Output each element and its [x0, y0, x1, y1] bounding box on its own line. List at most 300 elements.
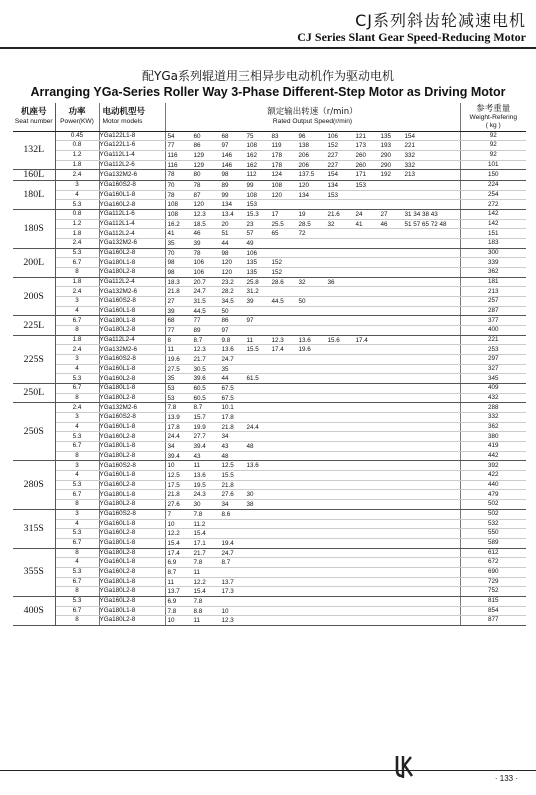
speed-value: 65	[271, 230, 279, 238]
weight-cell: 419	[460, 442, 526, 452]
weight-cell: 672	[460, 558, 526, 568]
speed-cell	[165, 596, 460, 606]
speed-value: 112	[246, 171, 257, 179]
table-row	[13, 538, 526, 548]
power-cell: 3	[55, 297, 99, 307]
speed-cell	[165, 316, 460, 326]
speed-value: 98	[167, 269, 175, 277]
motor-model-cell: YGa180L2-8	[99, 451, 165, 461]
motor-model-cell: YGa160S2-8	[99, 355, 165, 365]
weight-cell: 332	[460, 413, 526, 423]
speed-value: 46	[380, 220, 388, 228]
table-row	[13, 548, 526, 558]
power-cell: 1.8	[55, 335, 99, 345]
speed-value: 24.4	[167, 433, 180, 441]
table-row	[13, 480, 526, 490]
motor-model-cell: YGa132M2-6	[99, 345, 165, 355]
speed-value: 19.4	[221, 539, 234, 547]
power-cell: 1.8	[55, 160, 99, 170]
speed-cell	[165, 277, 460, 287]
speed-value: 15.5	[221, 472, 234, 480]
speed-value: 17.4	[167, 549, 180, 557]
motor-model-cell: YGa160L2-8	[99, 596, 165, 606]
speed-value: 13.7	[167, 588, 180, 596]
speed-value: 39.4	[167, 452, 180, 460]
speed-value: 31.2	[246, 288, 259, 296]
speed-value: 10	[167, 617, 175, 625]
speed-value: 11	[167, 346, 175, 354]
speed-value: 11.2	[193, 520, 206, 528]
weight-cell: 392	[460, 461, 526, 471]
table-row	[13, 587, 526, 597]
speed-cell	[165, 131, 460, 141]
table-row	[13, 471, 526, 481]
speed-value: 17.4	[271, 346, 284, 354]
speed-cell	[165, 558, 460, 568]
table-row	[13, 364, 526, 374]
motor-model-cell: YGa112L2-4	[99, 277, 165, 287]
weight-cell: 432	[460, 393, 526, 403]
table-row	[13, 131, 526, 141]
table-row	[13, 150, 526, 160]
weight-cell: 213	[460, 287, 526, 297]
speed-cell	[165, 413, 460, 423]
seat-number: 225S	[13, 335, 55, 383]
speed-value: 124	[271, 171, 283, 179]
speed-value: 7.8	[167, 404, 177, 412]
speed-value: 23.2	[221, 278, 234, 286]
weight-cell: 422	[460, 471, 526, 481]
weight-cell: 92	[460, 141, 526, 151]
speed-value: 21.8	[167, 288, 180, 296]
motor-model-cell: YGa180L1-8	[99, 316, 165, 326]
speed-value: 13.4	[221, 211, 234, 218]
motor-model-cell: YGa112L1-4	[99, 219, 165, 229]
speed-value: 8.7	[193, 404, 203, 412]
speed-value: 152	[327, 142, 339, 150]
speed-value: 77	[167, 327, 175, 335]
power-cell: 5.3	[55, 248, 99, 258]
spec-table	[13, 103, 526, 626]
motor-model-cell: YGa160L2-8	[99, 480, 165, 490]
power-cell: 4	[55, 471, 99, 481]
table-row	[13, 306, 526, 316]
weight-cell: 815	[460, 596, 526, 606]
motor-model-cell: YGa180L2-8	[99, 548, 165, 558]
col-model-en: Motor models	[102, 118, 143, 126]
weight-cell: 254	[460, 190, 526, 200]
power-cell: 4	[55, 519, 99, 529]
table-row	[13, 384, 526, 394]
power-cell: 4	[55, 190, 99, 200]
speed-value: 11	[193, 617, 201, 625]
speed-value: 86	[221, 317, 229, 325]
power-cell: 1.2	[55, 150, 99, 160]
speed-cell	[165, 141, 460, 151]
speed-value: 12.3	[221, 617, 234, 625]
speed-value: 206	[298, 151, 310, 159]
speed-value: 50	[221, 307, 229, 315]
motor-model-cell: YGa160L2-8	[99, 567, 165, 577]
speed-value: 19.5	[193, 481, 206, 489]
speed-value: 108	[246, 142, 258, 150]
weight-cell: 377	[460, 316, 526, 326]
speed-value: 154	[404, 132, 416, 140]
header-title-en: CJ Series Slant Gear Speed-Reducing Motor	[297, 30, 526, 44]
table-row	[13, 500, 526, 510]
speed-value: 49	[246, 240, 254, 248]
seat-number: 250L	[13, 384, 55, 403]
speed-value: 13.7	[221, 578, 234, 586]
speed-value: 36	[327, 278, 335, 286]
speed-value: 15.6	[327, 336, 340, 344]
motor-model-cell: YGa180L2-8	[99, 616, 165, 626]
motor-model-cell: YGa160L1-8	[99, 558, 165, 568]
speed-value: 16.2	[167, 220, 180, 228]
speed-value: 15.7	[193, 414, 206, 422]
speed-cell	[165, 190, 460, 200]
table-row	[13, 432, 526, 442]
speed-value: 106	[193, 269, 205, 277]
speed-cell	[165, 548, 460, 558]
motor-model-cell: YGa132M2-6	[99, 403, 165, 413]
speed-value: 13.6	[193, 472, 206, 480]
speed-cell	[165, 335, 460, 345]
power-cell: 2.4	[55, 170, 99, 181]
speed-value: 12.5	[167, 472, 180, 480]
speed-value: 135	[246, 259, 258, 267]
table-row	[13, 596, 526, 606]
weight-cell: 502	[460, 500, 526, 510]
power-cell: 6.7	[55, 384, 99, 394]
speed-value: 121	[355, 132, 367, 140]
speed-value: 61.5	[246, 375, 259, 383]
speed-value: 39	[167, 307, 175, 315]
speed-value: 162	[246, 161, 258, 169]
weight-cell: 92	[460, 131, 526, 141]
speed-value: 44.5	[193, 307, 206, 315]
motor-model-cell: YGa160L2-8	[99, 529, 165, 539]
speed-cell	[165, 239, 460, 249]
speed-value: 27.6	[221, 491, 234, 499]
speed-cell	[165, 529, 460, 539]
weight-cell: 729	[460, 577, 526, 587]
power-cell: 5.3	[55, 480, 99, 490]
speed-value: 12.3	[271, 336, 284, 344]
motor-model-cell: YGa180L2-8	[99, 393, 165, 403]
power-cell: 6.7	[55, 490, 99, 500]
speed-value: 12.2	[167, 530, 180, 538]
speed-cell	[165, 364, 460, 374]
page-header	[0, 0, 536, 52]
speed-value: 17.5	[167, 481, 180, 489]
speed-value: 54	[167, 132, 175, 140]
speed-value: 8.7	[221, 559, 231, 567]
power-cell: 1.8	[55, 229, 99, 239]
col-speed	[165, 103, 460, 131]
col-speed-en: Rated Output Speed(r/min)	[272, 118, 353, 126]
speed-value: 138	[298, 142, 310, 150]
speed-value: 39	[246, 298, 254, 306]
motor-model-cell: YGa122L1-6	[99, 141, 165, 151]
weight-cell: 479	[460, 490, 526, 500]
weight-cell: 502	[460, 509, 526, 519]
weight-cell: 690	[460, 567, 526, 577]
weight-cell: 589	[460, 538, 526, 548]
speed-cell	[165, 297, 460, 307]
speed-cell	[165, 287, 460, 297]
speed-value: 7.8	[193, 559, 203, 567]
speed-cell	[165, 355, 460, 365]
power-cell: 4	[55, 306, 99, 316]
speed-cell	[165, 509, 460, 519]
seat-number: 200L	[13, 248, 55, 277]
col-speed-cn: 额定输出转速（r/min）	[267, 107, 358, 118]
speed-value: 24.3	[193, 491, 206, 499]
speed-value: 11	[193, 462, 201, 470]
speed-value: 35	[167, 375, 175, 383]
motor-model-cell: YGa160L1-8	[99, 306, 165, 316]
table-row	[13, 490, 526, 500]
speed-cell	[165, 219, 460, 229]
speed-value: 34	[167, 443, 175, 451]
speed-value: 46	[193, 230, 201, 238]
col-model-cn: 电动机型号	[102, 107, 146, 118]
motor-model-cell: YGa132M2-6	[99, 287, 165, 297]
speed-value: 12.3	[193, 211, 206, 218]
speed-value: 134	[327, 181, 339, 189]
speed-value: 77	[167, 142, 175, 150]
table-row	[13, 616, 526, 626]
speed-cell	[165, 345, 460, 355]
weight-cell: 752	[460, 587, 526, 597]
power-cell: 8	[55, 587, 99, 597]
motor-model-cell: YGa160L1-8	[99, 422, 165, 432]
speed-value: 227	[327, 151, 339, 159]
table-row	[13, 170, 526, 181]
table-row	[13, 277, 526, 287]
speed-value: 7.8	[167, 607, 177, 615]
power-cell: 2.4	[55, 287, 99, 297]
speed-value: 8	[167, 336, 172, 344]
motor-model-cell: YGa132M2-6	[99, 170, 165, 181]
speed-value: 13.6	[221, 346, 234, 354]
motor-model-cell: YGa160L1-8	[99, 190, 165, 200]
speed-value: 97	[221, 142, 229, 150]
table-row	[13, 229, 526, 239]
weight-cell: 380	[460, 432, 526, 442]
speed-value: 51 57 65 72 48	[404, 220, 447, 228]
speed-value: 24	[355, 211, 363, 218]
motor-model-cell: YGa180L2-8	[99, 500, 165, 510]
speed-value: 12.5	[221, 462, 234, 470]
power-cell: 0.8	[55, 210, 99, 220]
weight-cell: 181	[460, 277, 526, 287]
weight-cell: 142	[460, 219, 526, 229]
speed-cell	[165, 451, 460, 461]
seat-number: 200S	[13, 277, 55, 316]
power-cell: 4	[55, 558, 99, 568]
speed-value: 99	[221, 191, 229, 199]
speed-cell	[165, 180, 460, 190]
speed-value: 31 34 38 43	[404, 211, 438, 218]
motor-model-cell: YGa112L2-6	[99, 160, 165, 170]
speed-value: 106	[193, 259, 205, 267]
speed-cell	[165, 160, 460, 170]
speed-cell	[165, 200, 460, 210]
speed-value: 48	[246, 443, 254, 451]
speed-value: 10	[167, 462, 175, 470]
speed-cell	[165, 306, 460, 316]
speed-cell	[165, 374, 460, 384]
power-cell: 4	[55, 364, 99, 374]
table-row	[13, 287, 526, 297]
speed-value: 23	[246, 220, 254, 228]
speed-value: 78	[167, 171, 175, 179]
speed-value: 7.8	[193, 597, 203, 605]
seat-number: 250S	[13, 403, 55, 461]
speed-value: 75	[246, 132, 254, 140]
speed-cell	[165, 616, 460, 626]
speed-value: 21.8	[221, 481, 234, 489]
speed-value: 67.5	[221, 394, 234, 402]
table-row	[13, 180, 526, 190]
weight-cell: 442	[460, 451, 526, 461]
weight-cell: 257	[460, 297, 526, 307]
power-cell: 3	[55, 355, 99, 365]
weight-cell: 362	[460, 422, 526, 432]
speed-value: 25.8	[246, 278, 259, 286]
table-row	[13, 519, 526, 529]
motor-model-cell: YGa132M2-6	[99, 239, 165, 249]
speed-value: 129	[193, 161, 205, 169]
speed-value: 8.8	[193, 607, 203, 615]
speed-value: 89	[193, 327, 201, 335]
speed-value: 15.4	[167, 539, 180, 547]
weight-cell: 288	[460, 403, 526, 413]
speed-cell	[165, 393, 460, 403]
section-title-en: Arranging YGa-Series Roller Way 3-Phase Different-Step Motor as Driving Motor	[30, 85, 506, 99]
motor-model-cell: YGa160L1-8	[99, 364, 165, 374]
weight-cell: 339	[460, 258, 526, 268]
motor-model-cell: YGa160L2-8	[99, 374, 165, 384]
table-row	[13, 219, 526, 229]
speed-value: 116	[167, 161, 178, 169]
speed-value: 34.5	[221, 298, 234, 306]
speed-cell	[165, 471, 460, 481]
speed-cell	[165, 606, 460, 616]
power-cell: 0.45	[55, 131, 99, 141]
speed-value: 98	[221, 249, 229, 257]
speed-value: 83	[271, 132, 279, 140]
power-cell: 3	[55, 461, 99, 471]
speed-value: 68	[167, 317, 175, 325]
speed-value: 135	[380, 132, 392, 140]
col-seat	[13, 103, 55, 131]
speed-cell	[165, 258, 460, 268]
table-row	[13, 577, 526, 587]
weight-cell: 221	[460, 335, 526, 345]
speed-value: 60	[193, 132, 201, 140]
weight-cell: 92	[460, 150, 526, 160]
speed-value: 28.2	[221, 288, 234, 296]
header-title-cn: CJ系列斜齿轮减速电机	[355, 11, 526, 30]
power-cell: 2.4	[55, 239, 99, 249]
speed-value: 38	[246, 501, 254, 509]
speed-value: 53	[167, 394, 175, 402]
motor-model-cell: YGa112L1-6	[99, 210, 165, 220]
speed-value: 30	[246, 491, 254, 499]
col-weight	[460, 103, 526, 131]
speed-value: 12.3	[193, 346, 206, 354]
col-seat-en: Seat number	[14, 118, 53, 126]
table-row	[13, 558, 526, 568]
speed-value: 7	[167, 510, 172, 518]
table-row	[13, 442, 526, 452]
seat-number: 315S	[13, 509, 55, 548]
speed-value: 7.8	[193, 510, 203, 518]
power-cell: 6.7	[55, 577, 99, 587]
weight-cell: 150	[460, 170, 526, 181]
power-cell: 6.7	[55, 316, 99, 326]
brand-logo-icon	[392, 752, 416, 782]
motor-model-cell: YGa160L2-8	[99, 432, 165, 442]
speed-value: 15.3	[246, 211, 259, 218]
speed-value: 106	[327, 132, 339, 140]
speed-value: 134	[221, 201, 233, 209]
motor-model-cell: YGa180L2-8	[99, 268, 165, 278]
speed-value: 27.6	[167, 501, 180, 509]
speed-value: 43	[221, 443, 229, 451]
weight-cell: 142	[460, 210, 526, 220]
speed-cell	[165, 577, 460, 587]
speed-value: 11	[167, 578, 175, 586]
speed-value: 21.7	[193, 549, 206, 557]
speed-value: 120	[271, 191, 283, 199]
speed-value: 152	[271, 269, 283, 277]
section-title-cn: 配YGa系列辊道用三相异步电动机作为驱动电机	[142, 69, 394, 83]
speed-value: 135	[246, 269, 258, 277]
speed-value: 20.7	[193, 278, 206, 286]
motor-model-cell: YGa160S2-8	[99, 413, 165, 423]
speed-value: 8.6	[221, 510, 231, 518]
speed-value: 70	[167, 249, 175, 257]
speed-value: 17.1	[193, 539, 206, 547]
speed-value: 332	[404, 151, 416, 159]
table-body	[13, 131, 526, 625]
speed-value: 290	[380, 151, 392, 159]
speed-value: 39.6	[193, 375, 206, 383]
speed-value: 227	[327, 161, 339, 169]
speed-value: 31.5	[193, 298, 206, 306]
table-row	[13, 529, 526, 539]
speed-value: 13.9	[167, 414, 180, 422]
speed-value: 99	[246, 181, 254, 189]
table-row	[13, 248, 526, 258]
speed-value: 10	[167, 520, 175, 528]
weight-cell: 101	[460, 160, 526, 170]
speed-value: 43	[193, 452, 201, 460]
seat-number: 132L	[13, 131, 55, 170]
speed-value: 178	[271, 161, 283, 169]
motor-model-cell: YGa180L1-8	[99, 442, 165, 452]
power-cell: 4	[55, 422, 99, 432]
speed-cell	[165, 538, 460, 548]
power-cell: 5.3	[55, 200, 99, 210]
motor-model-cell: YGa160S2-8	[99, 180, 165, 190]
col-power-en: Power(KW)	[60, 118, 94, 126]
motor-model-cell: YGa180L2-8	[99, 326, 165, 336]
